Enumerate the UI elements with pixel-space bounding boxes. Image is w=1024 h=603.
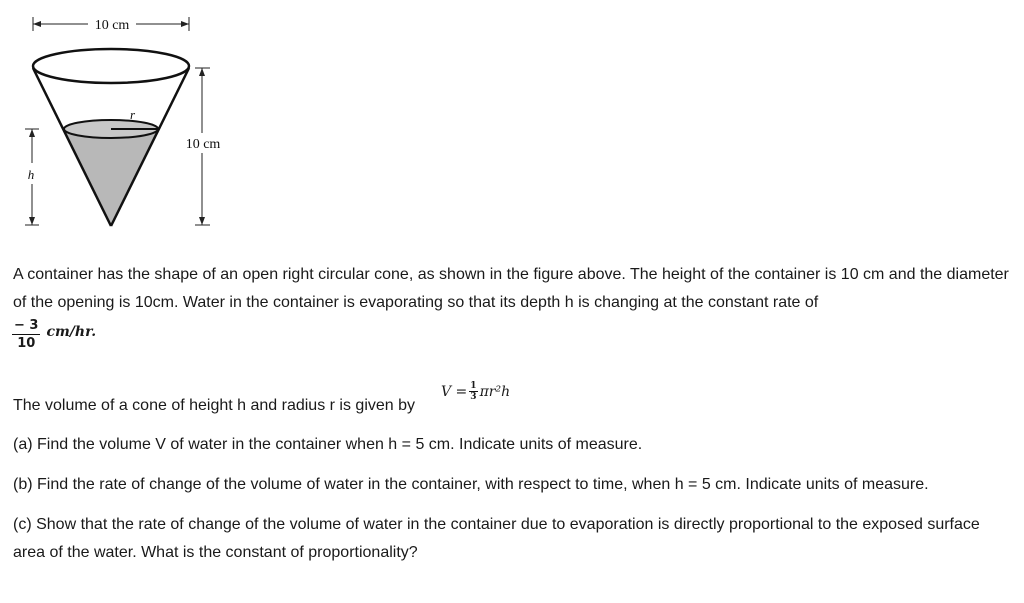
depth-label: h xyxy=(27,167,35,182)
rate-fraction xyxy=(12,318,40,351)
part-c: (c) Show that the rate of change of the volume of water in the container due to evaporation is directly proportional to the exposed surface area of the water. What is the constant of proportionality? xyxy=(13,516,980,561)
formula-frac-num: 1 xyxy=(470,381,477,391)
height-label: 10 cm xyxy=(185,137,221,152)
rate-unit: cm/hr. xyxy=(46,323,97,340)
rate-denominator: 10 xyxy=(17,336,36,351)
volume-formula xyxy=(441,381,510,402)
water-region xyxy=(64,129,158,225)
rate-expression xyxy=(12,318,96,351)
formula-fraction xyxy=(469,381,477,402)
problem-statement: A container has the shape of an open right circular cone, as shown in the figure above. The height of the container is 10 cm and the diameter of the opening is 10cm. Water in the container is evaporating so that its depth h is changing at the constant rate of xyxy=(13,266,1009,311)
formula-rhs: πr²h xyxy=(479,383,511,400)
formula-frac-den: 3 xyxy=(470,392,477,402)
part-b: (b) Find the rate of change of the volume of water in the container, with respect to time, when h = 5 cm. Indicate units of measure. xyxy=(13,476,929,493)
top-width-label: 10 cm xyxy=(94,18,130,33)
formula-lhs: V = xyxy=(441,383,468,400)
radius-label: r xyxy=(130,107,136,122)
rate-numerator: − 3 xyxy=(14,318,39,333)
volume-formula-intro: The volume of a cone of height h and radius r is given by xyxy=(13,397,416,414)
part-a: (a) Find the volume V of water in the container when h = 5 cm. Indicate units of measure. xyxy=(13,436,643,453)
cone-figure xyxy=(0,0,260,240)
cone-opening xyxy=(33,49,189,83)
